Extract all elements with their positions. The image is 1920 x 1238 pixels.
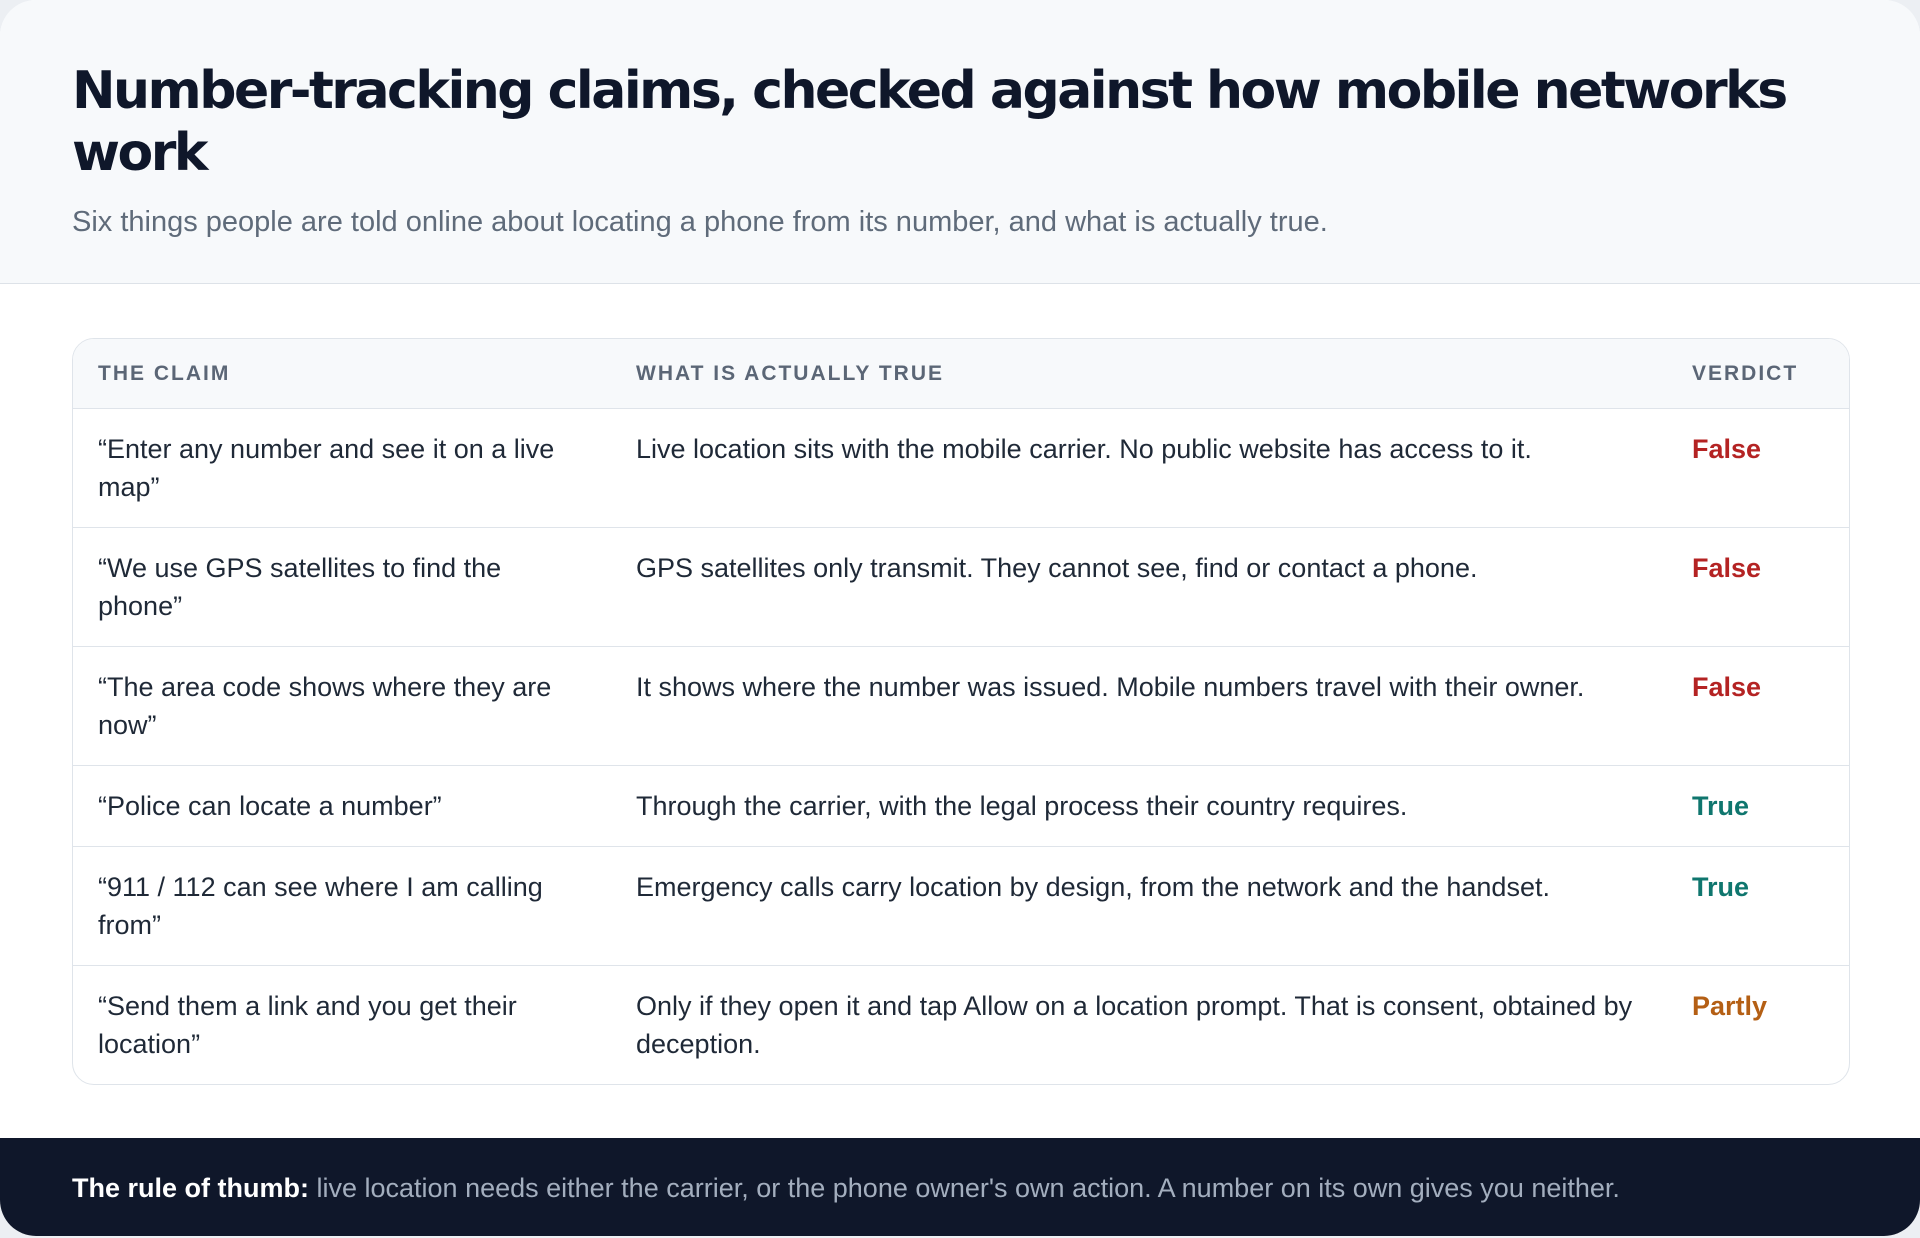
page-subtitle: Six things people are told online about locating a phone from its number, and what is actually true. <box>72 206 1328 238</box>
rule-of-thumb-text: live location needs either the carrier, or the phone owner's own action. A number on its own gives you neither. <box>308 1173 1620 1203</box>
claim-cell: “911 / 112 can see where I am calling from” <box>73 847 611 966</box>
verdict-cell: False <box>1692 647 1849 766</box>
truth-cell: Through the carrier, with the legal process their country requires. <box>611 766 1692 847</box>
verdict-cell: True <box>1692 766 1849 847</box>
truth-cell: Emergency calls carry location by design, from the network and the handset. <box>611 847 1692 966</box>
table-row <box>73 766 1849 847</box>
column-header-truth: WHAT IS ACTUALLY TRUE <box>611 339 1692 409</box>
table-row <box>73 966 1849 1085</box>
truth-cell: Only if they open it and tap Allow on a location prompt. That is consent, obtained by deception. <box>636 991 1633 1059</box>
truth-cell: It shows where the number was issued. Mobile numbers travel with their owner. <box>611 647 1692 766</box>
claim-cell: “Enter any number and see it on a live map” <box>73 409 611 528</box>
verdict-cell: False <box>1692 409 1849 528</box>
claims-table <box>73 339 1849 1084</box>
claims-table-header <box>73 339 1849 409</box>
truth-cell: Live location sits with the mobile carrier. No public website has access to it. <box>611 409 1692 528</box>
claim-cell: “Police can locate a number” <box>73 766 611 847</box>
table-row <box>73 409 1849 528</box>
table-row <box>73 647 1849 766</box>
claims-table-body <box>73 409 1849 1085</box>
rule-of-thumb-label: The rule of thumb: <box>72 1173 309 1203</box>
column-header-claim: THE CLAIM <box>73 339 611 409</box>
column-header-verdict: VERDICT <box>1692 339 1849 409</box>
rule-of-thumb-footer <box>0 1138 1920 1236</box>
claim-cell: “We use GPS satellites to find the phone” <box>73 528 611 647</box>
claim-cell: “Send them a link and you get their location” <box>98 991 517 1059</box>
verdict-cell: Partly <box>1692 991 1768 1021</box>
claims-table-container <box>72 338 1850 1085</box>
verdict-cell: True <box>1692 847 1849 966</box>
truth-cell: GPS satellites only transmit. They cannot see, find or contact a phone. <box>611 528 1692 647</box>
verdict-cell: False <box>1692 528 1849 647</box>
page-title: Number-tracking claims, checked against how mobile networks work <box>72 61 1786 183</box>
table-row <box>73 528 1849 647</box>
page-header <box>0 0 1920 284</box>
claim-cell: “The area code shows where they are now” <box>73 647 611 766</box>
table-row <box>73 847 1849 966</box>
header-row <box>73 339 1849 409</box>
